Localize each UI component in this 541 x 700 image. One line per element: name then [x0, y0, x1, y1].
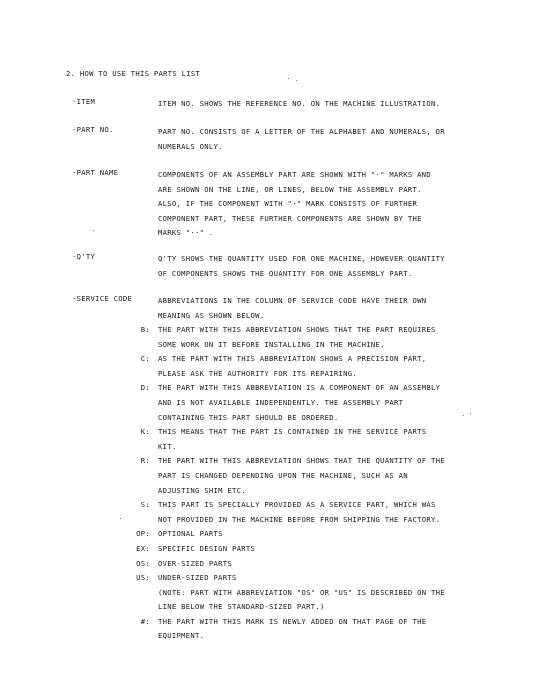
code-line: PART IS CHANGED DEPENDING UPON THE MACHINE, SUCH AS AN	[158, 470, 408, 480]
code-description	[158, 571, 500, 615]
scan-speck	[288, 78, 289, 79]
service-code-r	[100, 454, 500, 498]
code-line: THE PART WITH THIS ABBREVIATION SHOWS THAT THE QUANTITY OF THE	[158, 456, 445, 466]
description-line: ARE SHOWN ON THE LINE, OR LINES, BELOW THE ASSEMBLY PART.	[158, 184, 422, 194]
code-description	[158, 615, 500, 644]
section-heading: 2. HOW TO USE THIS PARTS LIST	[66, 69, 201, 78]
description-line: MARKS "··" .	[158, 228, 214, 238]
code-key: K:	[140, 427, 150, 437]
scan-speck	[463, 415, 464, 416]
entry-qty	[72, 252, 492, 281]
code-line: UNDER-SIZED PARTS	[158, 573, 237, 583]
description-line: Q'TY SHOWS THE QUANTITY USED FOR ONE MACHINE, HOWEVER QUANTITY	[158, 254, 445, 263]
code-key: R:	[140, 456, 150, 466]
code-key: #:	[140, 616, 150, 626]
code-key: D:	[140, 383, 150, 393]
code-line: EQUIPMENT.	[158, 631, 205, 641]
scan-speck	[93, 230, 94, 231]
code-key: US:	[136, 573, 150, 583]
code-description	[158, 542, 500, 557]
service-code-op	[100, 527, 500, 542]
entry-item	[72, 97, 492, 112]
code-key: OP:	[136, 529, 150, 539]
service-code-c	[100, 352, 500, 381]
entry-term: ·PART NAME	[72, 168, 119, 177]
description-line: ITEM NO. SHOWS THE REFERENCE NO. ON THE MACHINE ILLUSTRATION.	[158, 99, 441, 108]
code-line: THE PART WITH THIS ABBREVIATION IS A COMPONENT OF AN ASSEMBLY	[158, 383, 441, 393]
code-line: CONTAINING THIS PART SHOULD BE ORDERED.	[158, 412, 339, 422]
entry-part-no	[72, 125, 492, 154]
service-code-k	[100, 425, 500, 454]
code-description	[158, 425, 500, 454]
entry-term: ·ITEM	[72, 97, 96, 106]
code-description	[158, 498, 500, 527]
entry-description	[158, 97, 488, 112]
service-code-os	[100, 557, 500, 572]
code-line: THE PART WITH THIS MARK IS NEWLY ADDED ON THAT PAGE OF THE	[158, 616, 427, 626]
code-key: OS:	[136, 558, 150, 568]
description-line: MEANING AS SHOWN BELOW.	[158, 310, 265, 320]
code-line: OPTIONAL PARTS	[158, 529, 223, 539]
code-key: EX:	[136, 543, 150, 553]
code-description	[158, 454, 500, 498]
code-key: S:	[140, 500, 150, 510]
code-description	[158, 527, 500, 542]
description-line: COMPONENTS OF AN ASSEMBLY PART ARE SHOWN WITH "·" MARKS AND	[158, 170, 432, 179]
service-code-d	[100, 381, 500, 425]
code-line: KIT.	[158, 441, 177, 451]
description-line: PART NO. CONSISTS OF A LETTER OF THE ALPHABET AND NUMERALS, OR	[158, 127, 445, 136]
entry-part-name	[72, 168, 492, 241]
service-code-s	[100, 498, 500, 527]
entry-description	[158, 125, 488, 154]
code-line: AND IS NOT AVAILABLE INDEPENDENTLY. THE ASSEMBLY PART	[158, 397, 404, 407]
code-line: SOME WORK ON IT BEFORE INSTALLING IN THE MACHINE.	[158, 339, 385, 349]
code-description	[158, 381, 500, 425]
scan-speck	[296, 80, 297, 81]
code-line: SPECIFIC DESIGN PARTS	[158, 543, 256, 553]
code-description	[158, 352, 500, 381]
entry-description	[158, 168, 488, 241]
entry-term: ·SERVICE CODE	[72, 294, 133, 303]
code-line: NOT PROVIDED IN THE MACHINE BEFORE FROM SHIPPING THE FACTORY.	[158, 514, 441, 524]
entry-description	[158, 252, 488, 281]
code-line: (NOTE: PART WITH ABBREVIATION "OS" OR "US" IS DESCRIBED ON THE	[158, 587, 445, 597]
scan-speck	[470, 413, 471, 414]
service-code-list	[100, 323, 500, 644]
service-code-ex	[100, 542, 500, 557]
description-line: COMPONENT PART, THESE FURTHER COMPONENTS ARE SHOWN BY THE	[158, 213, 422, 223]
code-description	[158, 323, 500, 352]
code-key: C:	[140, 354, 150, 364]
code-line: LINE BELOW THE STANDARD-SIZED PART.)	[158, 602, 325, 612]
code-line: OVER-SIZED PARTS	[158, 558, 233, 568]
code-line: THE PART WITH THIS ABBREVIATION SHOWS THAT THE PART REQUIRES	[158, 325, 436, 334]
service-code-us	[100, 571, 500, 615]
code-line: THIS MEANS THAT THE PART IS CONTAINED IN THE SERVICE PARTS	[158, 427, 427, 437]
code-line: ADJUSTING SHIM ETC.	[158, 485, 246, 495]
code-description	[158, 557, 500, 572]
code-line: PLEASE ASK THE AUTHORITY FOR ITS REPAIRING.	[158, 368, 357, 378]
entry-term: ·PART NO.	[72, 125, 114, 134]
code-key: B:	[140, 325, 150, 334]
entry-term: ·Q'TY	[72, 252, 96, 261]
service-code-hash	[100, 615, 500, 644]
description-line: OF COMPONENTS SHOWS THE QUANTITY FOR ONE ASSEMBLY PART.	[158, 268, 413, 278]
entry-description	[158, 294, 488, 323]
description-line: ALSO, IF THE COMPONENT WITH "·" MARK CONSISTS OF FURTHER	[158, 199, 418, 209]
service-code-b	[100, 323, 500, 352]
code-line: THIS PART IS SPECIALLY PROVIDED AS A SERVICE PART, WHICH WAS	[158, 500, 436, 510]
entry-service-code	[72, 294, 492, 323]
scan-speck	[120, 518, 121, 519]
code-line: AS THE PART WITH THIS ABBREVIATION SHOWS A PRECISION PART,	[158, 354, 427, 364]
description-line: ABBREVIATIONS IN THE COLUMN OF SERVICE CODE HAVE THEIR OWN	[158, 296, 427, 305]
description-line: NUMERALS ONLY.	[158, 141, 223, 151]
